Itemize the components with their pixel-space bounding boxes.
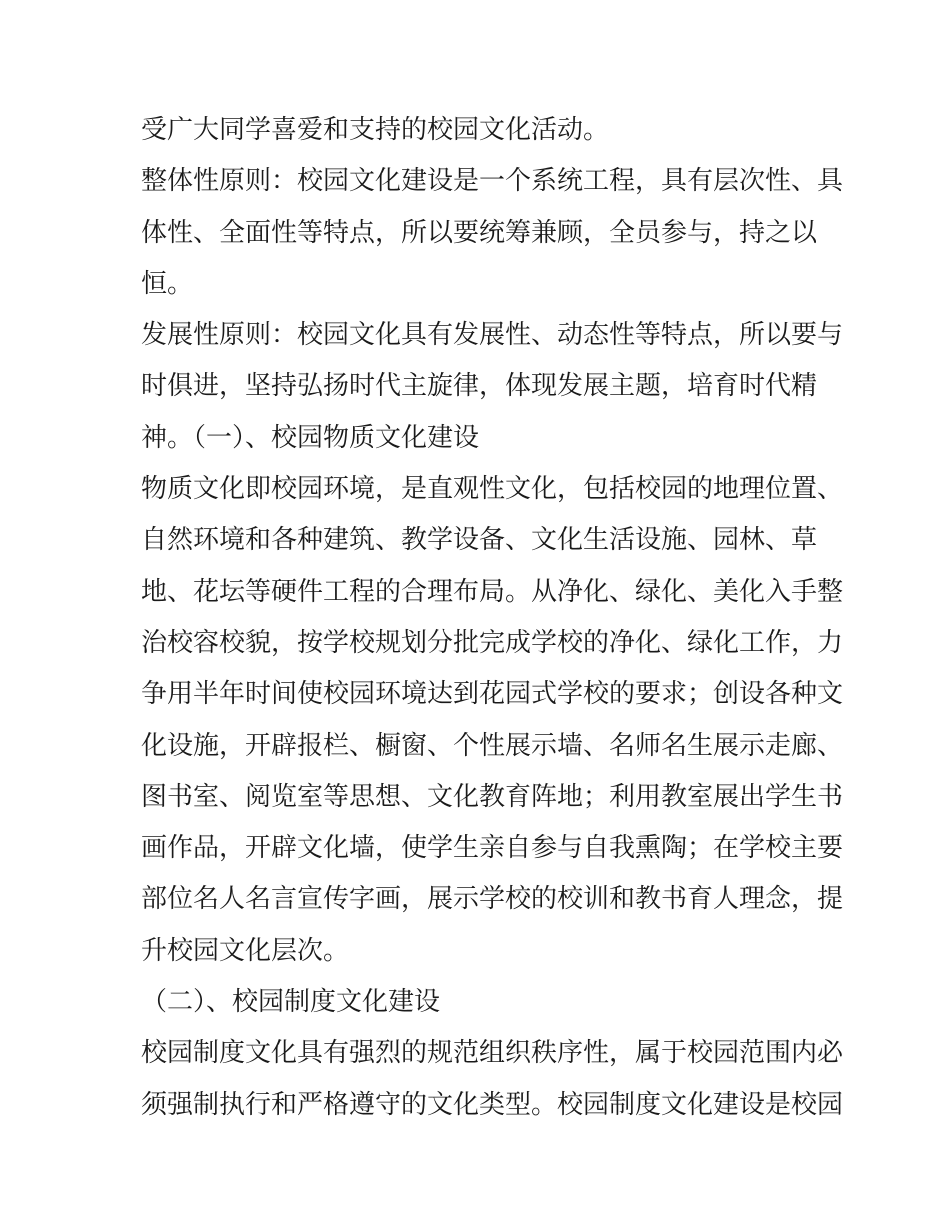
text-line-5: 发展性原则：校园文化具有发展性、动态性等特点，所以要与	[141, 320, 844, 351]
text-line-4: 恒。	[141, 268, 194, 299]
text-line-17: 升校园文化层次。	[141, 935, 350, 966]
text-line-10: 地、花坛等硬件工程的合理布局。从净化、绿化、美化入手整	[141, 576, 844, 607]
text-line-16: 部位名人名言宣传字画，展示学校的校训和教书育人理念，提	[141, 884, 844, 915]
text-line-11: 治校容校貌，按学校规划分批完成学校的净化、绿化工作，力	[141, 627, 844, 658]
text-line-6: 时俱进，坚持弘扬时代主旋律，体现发展主题，培育时代精	[141, 371, 818, 402]
text-line-3: 体性、全面性等特点，所以要统筹兼顾，全员参与，持之以	[141, 217, 818, 248]
text-line-18: （二）、校园制度文化建设	[141, 987, 441, 1018]
text-line-12: 争用半年时间使校园环境达到花园式学校的要求；创设各种文	[141, 679, 844, 710]
text-line-20: 须强制执行和严格遵守的文化类型。校园制度文化建设是校园	[141, 1089, 844, 1120]
text-line-19: 校园制度文化具有强烈的规范组织秩序性，属于校园范围内必	[141, 1038, 844, 1069]
text-line-15: 画作品，开辟文化墙，使学生亲自参与自我熏陶；在学校主要	[141, 833, 844, 864]
text-line-2: 整体性原则：校园文化建设是一个系统工程，具有层次性、具	[141, 166, 844, 197]
text-line-13: 化设施，开辟报栏、橱窗、个性展示墙、名师名生展示走廊、	[141, 730, 844, 761]
text-line-8: 物质文化即校园环境，是直观性文化，包括校园的地理位置、	[141, 474, 844, 505]
text-line-9: 自然环境和各种建筑、教学设备、文化生活设施、园林、草	[141, 525, 818, 556]
text-line-14: 图书室、阅览室等思想、文化教育阵地；利用教室展出学生书	[141, 781, 844, 812]
text-line-1: 受广大同学喜爱和支持的校园文化活动。	[141, 115, 610, 145]
body-text	[141, 105, 844, 1131]
text-line-7: 神。（一）、校园物质文化建设	[141, 422, 480, 453]
